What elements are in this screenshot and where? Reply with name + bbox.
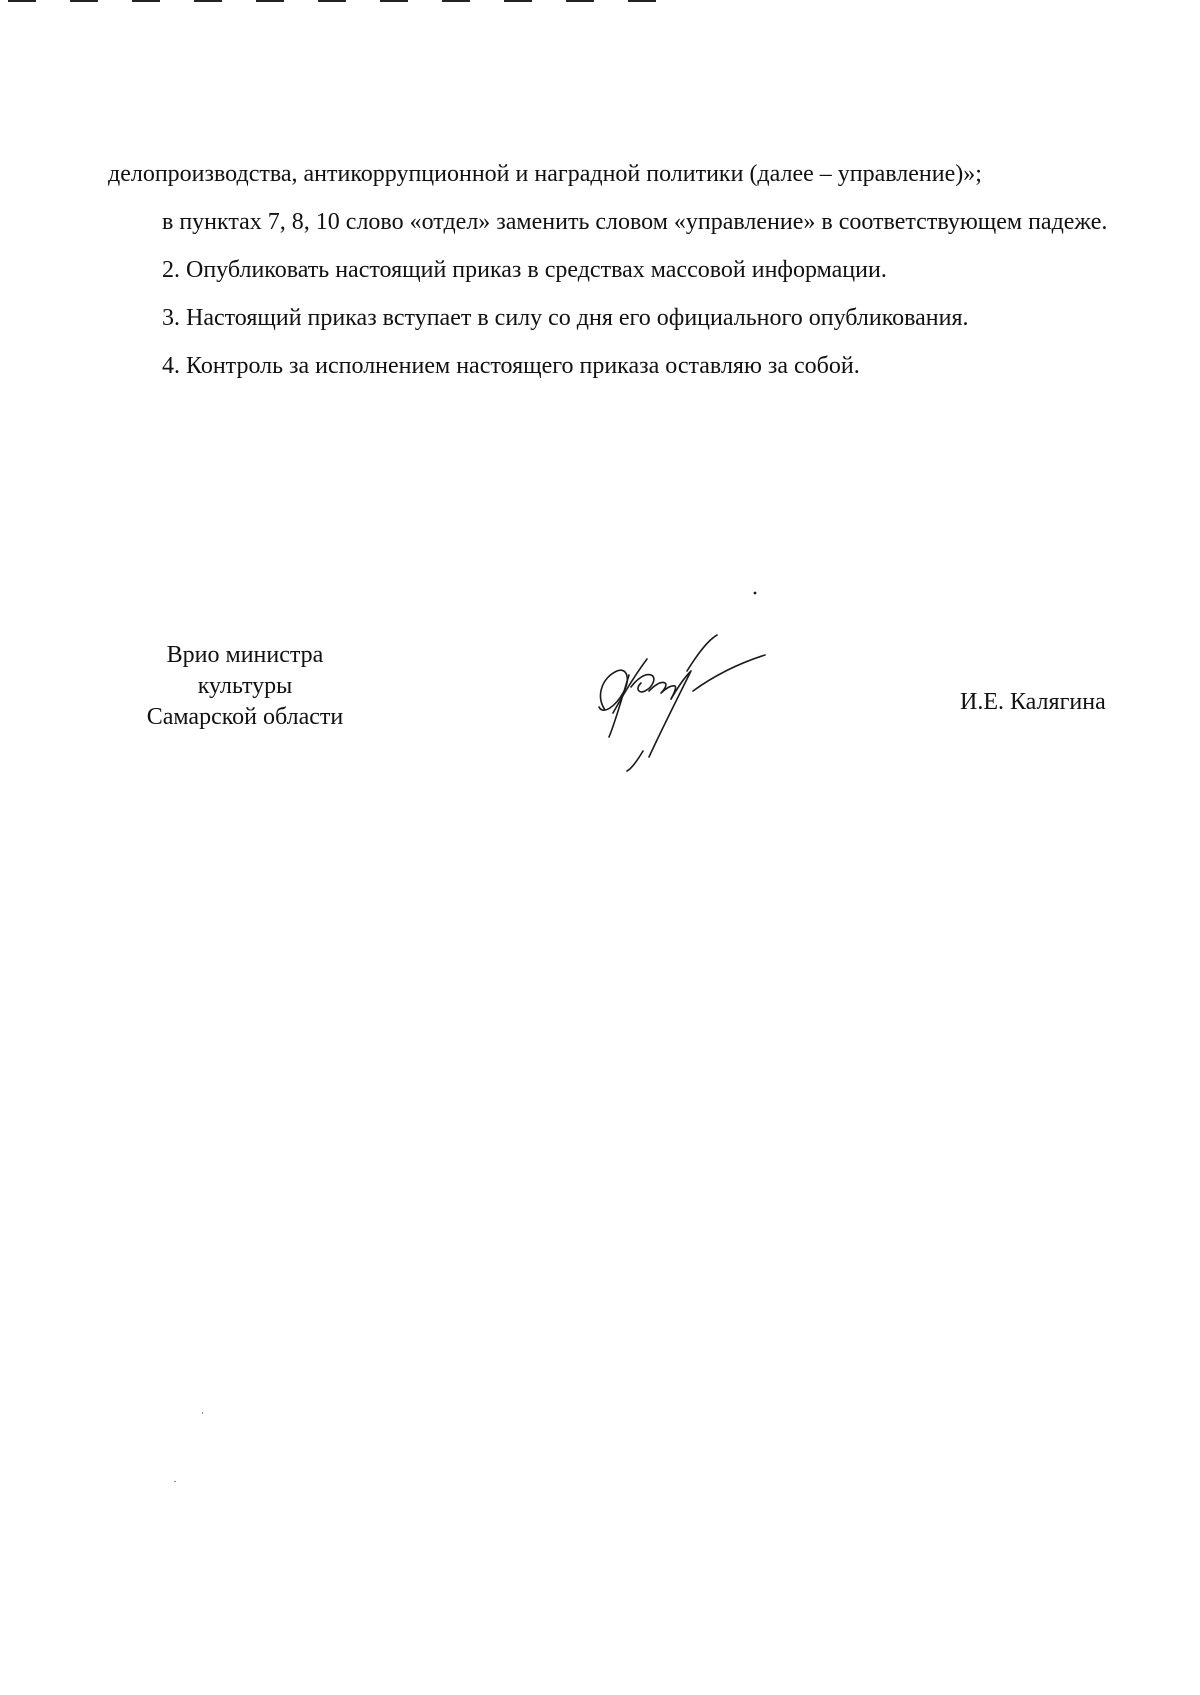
dash-mark	[504, 0, 532, 2]
dash-mark	[442, 0, 470, 2]
dash-mark	[70, 0, 98, 2]
scan-speck	[174, 1481, 176, 1482]
dash-mark	[566, 0, 594, 2]
dash-mark	[318, 0, 346, 2]
paragraph-amendment: в пунктах 7, 8, 10 слово «отдел» заменить словом «управление» в соответствующем падеже.	[162, 209, 1108, 235]
scan-speck	[202, 1412, 203, 1414]
dash-mark	[628, 0, 656, 2]
signer-position	[115, 640, 375, 733]
dash-mark	[132, 0, 160, 2]
dash-mark	[380, 0, 408, 2]
document-body	[108, 150, 1120, 390]
dash-mark	[256, 0, 284, 2]
dash-mark	[194, 0, 222, 2]
paragraph-item-4: 4. Контроль за исполнением настоящего приказа оставляю за собой.	[162, 353, 860, 379]
signer-name: И.Е. Калягина	[960, 689, 1106, 715]
position-line: Врио министра	[166, 642, 324, 668]
position-line: культуры	[197, 673, 293, 699]
top-edge-dashes	[0, 0, 700, 6]
paragraph-item-3: 3. Настоящий приказ вступает в силу со дня его официального опубликования.	[162, 305, 969, 331]
handwritten-signature	[565, 575, 825, 775]
paragraph-item-2: 2. Опубликовать настоящий приказ в средствах массовой информации.	[162, 257, 887, 283]
signature-block	[0, 630, 1200, 790]
dash-mark	[8, 0, 36, 2]
paragraph-continuation: делопроизводства, антикоррупционной и наградной политики (далее – управление)»;	[108, 161, 982, 187]
position-line: Самарской области	[146, 704, 344, 730]
